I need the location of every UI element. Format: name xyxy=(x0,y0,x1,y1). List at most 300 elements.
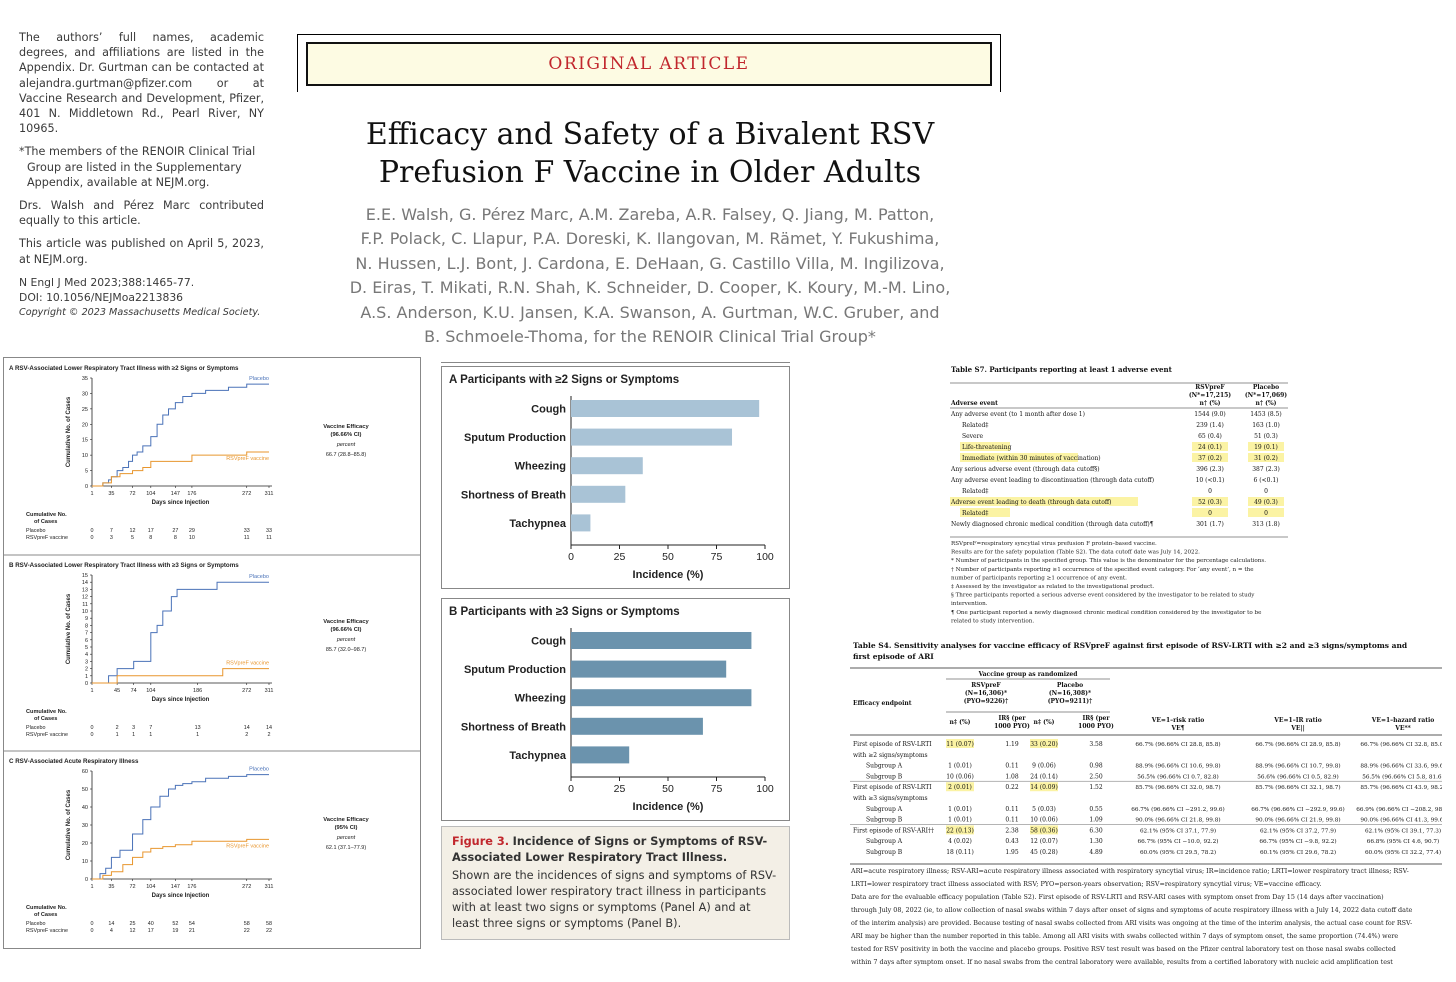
cell: 4.89 xyxy=(1089,849,1103,856)
cell: 1 (0.01) xyxy=(948,762,972,770)
row-vaccine: RSVpreF vaccine xyxy=(26,928,68,934)
ve-cell: 88.9% (96.66% CI 10.6, 99.8) xyxy=(1135,763,1221,770)
placebo-count: 40 xyxy=(147,921,154,927)
x-tick-label: 311 xyxy=(264,491,274,497)
x-tick-label: 100 xyxy=(756,783,774,795)
sub-head: n‡ (%) xyxy=(949,719,971,726)
cases-table-title: of Cases xyxy=(34,716,58,722)
vaccine-count: 11 xyxy=(243,535,250,541)
placebo-count: 54 xyxy=(188,921,195,927)
sub-head: IR§ (per xyxy=(1082,715,1110,722)
x-tick-label: 35 xyxy=(108,884,115,890)
renoir-group-note: *The members of the RENOIR Clinical Trial Group are listed in the Supplementary Appendix, available at NEJM.org. xyxy=(19,145,256,189)
cell: 1 (0.01) xyxy=(948,805,972,813)
x-tick-label: 0 xyxy=(568,783,574,795)
cell: 11 (0.07) xyxy=(946,741,974,748)
x-tick-label: 72 xyxy=(129,884,136,890)
vaccine-count: 19 xyxy=(172,928,179,934)
ve-head: VE** xyxy=(1395,725,1411,732)
ve-cell: 85.7% (96.66% CI 32.0, 98.7) xyxy=(1135,785,1221,792)
table-note: ARI=acute respiratory illness; RSV-ARI=acute respiratory illness associated with respiratory syncytial virus; IR=incidence ratio; LRTI=lower respiratory tract illness; RSV- xyxy=(851,867,1409,875)
cell-placebo: 19 (0.1) xyxy=(1254,444,1278,451)
cell-rsvpref: 0 xyxy=(1208,488,1212,495)
ve-head: VE=1–IR ratio xyxy=(1274,717,1322,724)
ve-cell: 56.5% (96.66% CI 0.7, 82.8) xyxy=(1137,774,1219,781)
vaccine-count: 10 xyxy=(188,535,195,541)
category-label: Shortness of Breath xyxy=(460,721,566,734)
ve-cell: 85.7% (96.66% CI 32.1, 98.7) xyxy=(1255,785,1341,792)
cell: 1.09 xyxy=(1089,816,1103,824)
ve-cell: 66.7% (96.66% CI 28.8, 85.8) xyxy=(1135,742,1221,748)
ve-head: VE¶ xyxy=(1171,725,1185,732)
cell: 1 (0.01) xyxy=(948,816,972,824)
col-head: RSVpreF xyxy=(971,682,1001,689)
vaccine-count: 1 xyxy=(132,732,136,738)
panel-title: C RSV-Associated Acute Respiratory Illness xyxy=(9,758,139,765)
x-tick-label: 0 xyxy=(568,551,574,563)
x-tick-label: 35 xyxy=(108,491,115,497)
cell-rsvpref: 301 (1.7) xyxy=(1196,521,1224,528)
vaccine-count: 8 xyxy=(149,535,153,541)
y-tick-label: 9 xyxy=(84,616,88,623)
table-note: number of participants reporting ≥1 occurrence of any event. xyxy=(951,575,1127,582)
row-placebo: Placebo xyxy=(26,921,46,927)
ve-cell: 66.7% (96.66% CI −291.2, 99.6) xyxy=(1131,806,1225,813)
bar-wheezing xyxy=(571,457,643,474)
y-tick-label: 2 xyxy=(84,666,88,673)
ve-head: VE|| xyxy=(1291,725,1305,732)
cell: 0.11 xyxy=(1005,816,1019,824)
col-head-rsvpref: n† (%) xyxy=(1199,400,1221,407)
vaccine-count: 1 xyxy=(196,732,200,738)
cell: 12 (0.07) xyxy=(1030,838,1058,846)
ve-cell: 90.0% (96.66% CI 21.9, 99.8) xyxy=(1255,817,1341,824)
x-tick-label: 25 xyxy=(613,551,626,563)
table-note: through July 08, 2022 (ie, to allow collection of nasal swabs within 7 days after onset of signs and symptoms of acute respiratory illness with a July 14, 2022 data cutoff date xyxy=(851,906,1413,914)
row-label: Immediate (within 30 minutes of vaccination) xyxy=(962,455,1101,462)
ve-cell: 90.0% (96.66% CI 21.8, 99.8) xyxy=(1135,817,1221,824)
vaccine-count: 8 xyxy=(173,535,177,541)
x-tick-label: 311 xyxy=(264,688,274,694)
table-note: of the interim analysis) are provided. Because testing of nasal swabs collected from ARI visits was ongoing at the time of the interim analysis, the actual case count for RSV- xyxy=(851,919,1413,927)
y-axis-label: Cumulative No. of Cases xyxy=(66,396,72,468)
ve-cell: 88.9% (96.66% CI 10.7, 99.8) xyxy=(1255,763,1341,770)
y-tick-label: 30 xyxy=(81,823,88,829)
x-tick-label: 72 xyxy=(129,491,136,497)
placebo-count: 17 xyxy=(147,528,154,534)
placebo-count: 14 xyxy=(243,725,250,731)
placebo-count: 0 xyxy=(90,725,94,731)
vaccine-count: 2 xyxy=(245,732,249,738)
cell: 9 (0.06) xyxy=(1032,762,1056,770)
cell-rsvpref: 10 (<0.1) xyxy=(1195,477,1225,484)
y-tick-label: 0 xyxy=(84,877,88,883)
bar-tachypnea xyxy=(571,514,590,531)
sub-head: IR§ (per xyxy=(998,715,1026,722)
placebo-label: Placebo xyxy=(249,376,269,383)
x-axis-label: Days since Injection xyxy=(151,500,210,506)
placebo-count: 2 xyxy=(115,725,119,731)
x-tick-label: 104 xyxy=(146,688,156,694)
row-label: Subgroup A xyxy=(866,838,903,846)
placebo-count: 29 xyxy=(188,528,195,534)
col-head: (N=16,306)* xyxy=(964,690,1008,697)
figure-title: Incidence of Signs or Symptoms of RSV-Associated Lower Respiratory Tract Illness. xyxy=(452,835,768,864)
sub-head: 1000 PYO) xyxy=(994,723,1030,730)
y-tick-label: 3 xyxy=(84,659,88,666)
cell: 2.38 xyxy=(1005,827,1019,835)
vaccine-label: RSVpreF vaccine xyxy=(226,660,269,667)
row-label: First episode of RSV-LRTI xyxy=(853,741,932,748)
vaccine-label: RSVpreF vaccine xyxy=(226,456,269,463)
table-note: § Three participants reported a serious adverse event considered by the investigator to be related to study xyxy=(951,592,1255,599)
ve-cell: 60.1% (95% CI 29.6, 78.2) xyxy=(1259,850,1337,856)
x-tick-label: 147 xyxy=(170,884,180,890)
cell: 22 (0.13) xyxy=(946,827,974,835)
cell-rsvpref: 65 (0.4) xyxy=(1198,433,1222,440)
category-label: Wheezing xyxy=(514,692,566,705)
cell: 45 (0.28) xyxy=(1030,849,1058,856)
y-tick-label: 20 xyxy=(81,841,88,847)
table-s7-svg xyxy=(948,362,1288,632)
bar-shortness-of-breath xyxy=(571,486,625,503)
vaccine-label: RSVpreF vaccine xyxy=(226,843,269,850)
doi: DOI: 10.1056/NEJMoa2213836 xyxy=(19,291,184,305)
x-axis-label: Days since Injection xyxy=(151,697,210,703)
placebo-curve xyxy=(92,582,269,683)
vaccine-count: 22 xyxy=(243,928,250,934)
ve-cell: 66.7% (96.66% CI −292.9, 99.6) xyxy=(1251,806,1345,813)
ve-value: 62.1 (37.1–77.9) xyxy=(325,845,367,851)
row-vaccine: RSVpreF vaccine xyxy=(26,732,68,738)
ve-cell: 62.1% (95% CI 39.1, 77.3) xyxy=(1364,828,1442,835)
y-tick-label: 5 xyxy=(84,468,88,475)
category-label: Sputum Production xyxy=(463,664,566,677)
ve-cell: 66.7% (96.66% CI 32.8, 85.0) xyxy=(1360,742,1442,748)
article-info-sidebar xyxy=(19,30,264,328)
y-axis-label: Cumulative No. of Cases xyxy=(66,789,72,861)
placebo-count: 7 xyxy=(149,725,153,731)
row-label: with ≥2 signs/symptoms xyxy=(853,751,928,759)
cell-placebo: 387 (2.3) xyxy=(1252,466,1280,473)
x-tick-label: 104 xyxy=(146,491,156,497)
placebo-count: 14 xyxy=(108,921,115,927)
author-line: N. Hussen, L.J. Bont, J. Cardona, E. DeHaan, G. Castillo Villa, M. Ingilizova, xyxy=(355,253,945,273)
table-s4 xyxy=(848,638,1442,978)
vaccine-count: 11 xyxy=(266,535,272,541)
ve-cell: 60.0% (95% CI 32.2, 77.4) xyxy=(1364,850,1442,856)
category-label: Shortness of Breath xyxy=(460,489,566,502)
x-tick-label: 50 xyxy=(662,783,674,795)
vaccine-count: 21 xyxy=(188,928,195,934)
category-label: Cough xyxy=(531,403,566,416)
row-label: Any adverse event (to 1 month after dose 1) xyxy=(951,411,1085,418)
x-tick-label: 50 xyxy=(662,551,674,563)
row-label: with ≥3 signs/symptoms xyxy=(853,795,928,802)
y-tick-label: 10 xyxy=(81,859,88,865)
author-line: D. Eiras, T. Mikati, R.N. Shah, K. Schneider, D. Cooper, K. Koury, M.-M. Lino, xyxy=(349,278,951,298)
category-label: Wheezing xyxy=(514,460,566,473)
table-s7 xyxy=(948,362,1288,632)
cell: 3.58 xyxy=(1089,741,1103,748)
vaccine-count: 1 xyxy=(149,732,153,738)
y-tick-label: 0 xyxy=(84,484,88,490)
placebo-curve xyxy=(92,384,269,486)
col-head: (PYO=9211)† xyxy=(1047,698,1093,705)
author-line: E.E. Walsh, G. Pérez Marc, A.M. Zareba, A.R. Falsey, Q. Jiang, M. Patton, xyxy=(365,205,935,224)
incidence-bar-charts xyxy=(441,362,790,832)
chart-title: A Participants with ≥2 Signs or Symptoms xyxy=(449,374,680,386)
article-title xyxy=(300,116,1000,192)
chart-title: B Participants with ≥3 Signs or Symptoms xyxy=(449,606,680,618)
y-tick-label: 13 xyxy=(81,587,88,594)
title-line-1: Efficacy and Safety of a Bivalent RSV xyxy=(365,117,935,152)
table-note: ARI may be higher than the number reported in this table. Among all ARI visits with swabs collected within 7 days of symptom onset, the same proportion (74.4%) were xyxy=(851,932,1399,940)
cell: 1.19 xyxy=(1005,741,1019,748)
cell-rsvpref: 1544 (9.0) xyxy=(1194,411,1226,418)
x-tick-label: 311 xyxy=(264,884,274,890)
x-tick-label: 176 xyxy=(187,491,197,497)
bar-wheezing xyxy=(571,689,751,706)
ve-cell: 60.0% (95% CI 29.5, 78.2) xyxy=(1139,850,1217,856)
cell-placebo: 0 xyxy=(1264,488,1268,495)
ve-cell: 88.9% (96.66% CI 33.6, 99.6) xyxy=(1360,763,1442,770)
vaccine-count: 1 xyxy=(115,732,119,738)
x-tick-label: 272 xyxy=(242,884,252,890)
row-label: Severe xyxy=(962,433,984,440)
ve-ci-type: (96.66% CI) xyxy=(330,627,362,633)
table-note: ‡ Assessed by the investigator as related to the investigational product. xyxy=(951,584,1155,590)
table-note: intervention. xyxy=(951,601,988,608)
cell: 6.30 xyxy=(1089,827,1103,835)
title-line-2: Prefusion F Vaccine in Older Adults xyxy=(378,155,922,190)
vaccine-count: 4 xyxy=(109,928,113,934)
group-head: Vaccine group as randomized xyxy=(978,671,1078,678)
cell-rsvpref: 0 xyxy=(1208,510,1212,517)
cell: 2 (0.01) xyxy=(948,784,972,792)
placebo-count: 25 xyxy=(129,921,136,927)
y-tick-label: 14 xyxy=(81,580,88,587)
vaccine-count: 2 xyxy=(267,732,271,738)
x-tick-label: 74 xyxy=(130,688,137,694)
cell: 2.50 xyxy=(1089,773,1103,781)
vaccine-count: 22 xyxy=(266,928,272,934)
table-title: first episode of ARI xyxy=(853,652,934,661)
x-tick-label: 104 xyxy=(146,884,156,890)
cases-table-title: Cumulative No. xyxy=(26,709,67,715)
x-tick-label: 1 xyxy=(90,884,94,890)
ve-cell: 66.7% (95% CI −9.8, 92.2) xyxy=(1259,839,1337,846)
x-tick-label: 272 xyxy=(242,688,252,694)
endpoint-head: Efficacy endpoint xyxy=(853,700,912,707)
bar-sputum-production xyxy=(571,429,732,446)
row-label: Any adverse event leading to discontinuation (through data cutoff) xyxy=(951,477,1155,484)
copyright: Copyright © 2023 Massachusetts Medical Society. xyxy=(19,307,261,319)
ve-cell: 56.5% (96.66% CI 5.8, 81.6) xyxy=(1362,774,1442,781)
row-head: Adverse event xyxy=(951,400,998,407)
table-note: ¶ One participant reported a newly diagnosed chronic medical condition considered by the investigator to be xyxy=(951,609,1262,616)
ve-cell: 90.0% (96.66% CI 41.3, 99.6) xyxy=(1360,817,1442,824)
x-tick-label: 75 xyxy=(710,551,723,563)
placebo-count: 0 xyxy=(90,921,94,927)
km-curves-svg xyxy=(4,358,420,948)
row-label: Subgroup B xyxy=(866,816,903,824)
ve-value: 85.7 (32.0–98.7) xyxy=(325,647,367,653)
placebo-curve xyxy=(92,775,269,879)
table-note: † Number of participants reporting ≥1 occurrence of the specified event category. For ‘any event’, n = the xyxy=(951,566,1254,573)
placebo-count: 13 xyxy=(194,725,201,731)
ve-cell: 66.7% (96.66% CI 28.9, 85.8) xyxy=(1255,742,1341,748)
cell: 0.43 xyxy=(1005,838,1019,846)
cell: 1.95 xyxy=(1005,849,1019,856)
vaccine-curve xyxy=(92,669,269,683)
col-head-rsvpref: (N*=17,215) xyxy=(1188,392,1232,399)
placebo-count: 33 xyxy=(243,528,250,534)
placebo-count: 52 xyxy=(172,921,179,927)
y-tick-label: 20 xyxy=(81,422,88,429)
row-label: First episode of RSV-ARI†† xyxy=(853,827,935,835)
table-note: LRTI=lower respiratory tract illness associated with RSV; PYO=person-years observation; RSV=respiratory syncytial virus; VE=vaccine efficacy. xyxy=(851,880,1322,888)
cell-placebo: 1453 (8.5) xyxy=(1250,411,1282,418)
y-tick-label: 10 xyxy=(81,609,88,615)
y-axis-label: Cumulative No. of Cases xyxy=(66,593,72,665)
x-tick-label: 1 xyxy=(90,491,94,497)
row-placebo: Placebo xyxy=(26,528,46,534)
ve-title: Vaccine Efficacy xyxy=(323,619,369,625)
row-label: Life-threatening xyxy=(962,444,1012,451)
figure-caption-text: Shown are the incidences of signs and symptoms of RSV-associated lower respiratory tract illness in participants with at least two signs or symptoms (Panel A) and at least three signs or symptoms (Panel B). xyxy=(452,869,777,930)
ve-percent: percent xyxy=(336,442,356,448)
cell: 4 (0.02) xyxy=(948,838,972,846)
placebo-count: 12 xyxy=(129,528,136,534)
ve-title: Vaccine Efficacy xyxy=(323,817,369,823)
placebo-count: 3 xyxy=(132,725,136,731)
table-note: RSVpreF=respiratory syncytial virus prefusion F protein–based vaccine. xyxy=(951,541,1157,547)
y-tick-label: 11 xyxy=(82,601,88,608)
cell-rsvpref: 239 (1.4) xyxy=(1196,422,1224,429)
row-label: Related‡ xyxy=(962,422,989,429)
panel-title: B RSV-Associated Lower Respiratory Tract Illness with ≥3 Signs or Symptoms xyxy=(9,562,239,569)
cell: 0.55 xyxy=(1089,805,1103,813)
y-tick-label: 1 xyxy=(84,673,88,680)
y-tick-label: 10 xyxy=(81,453,88,460)
citation: N Engl J Med 2023;388:1465-77. xyxy=(19,275,195,289)
ve-cell: 56.6% (96.66% CI 0.5, 82.9) xyxy=(1257,774,1339,781)
y-tick-label: 15 xyxy=(81,573,88,579)
row-label: Any serious adverse event (through data cutoff§) xyxy=(951,466,1100,473)
row-label: Subgroup B xyxy=(866,773,903,781)
vaccine-count: 0 xyxy=(90,928,94,934)
y-tick-label: 60 xyxy=(81,769,88,775)
cell: 10 (0.06) xyxy=(1030,816,1058,824)
placebo-count: 7 xyxy=(109,528,113,534)
ve-head: VE=1–hazard ratio xyxy=(1371,717,1435,724)
y-tick-label: 6 xyxy=(84,637,88,644)
row-label: Related‡ xyxy=(962,488,989,495)
y-tick-label: 8 xyxy=(84,623,88,630)
bar-cough xyxy=(571,400,759,417)
row-vaccine: RSVpreF vaccine xyxy=(26,535,68,541)
x-tick-label: 147 xyxy=(170,491,180,497)
placebo-count: 58 xyxy=(266,921,272,927)
row-label: Subgroup B xyxy=(866,849,903,856)
bar-tachypnea xyxy=(571,746,629,763)
article-type-banner: ORIGINAL ARTICLE xyxy=(306,42,992,86)
y-tick-label: 30 xyxy=(81,391,88,398)
cell-placebo: 313 (1.8) xyxy=(1252,521,1280,528)
y-tick-label: 50 xyxy=(81,787,88,793)
col-head-placebo: n† (%) xyxy=(1255,400,1277,407)
category-label: Cough xyxy=(531,635,566,648)
x-axis-label: Incidence (%) xyxy=(632,801,704,813)
cell: 14 (0.09) xyxy=(1030,784,1058,792)
row-label: First episode of RSV-LRTI xyxy=(853,784,932,792)
y-tick-label: 40 xyxy=(81,805,88,811)
vaccine-count: 0 xyxy=(90,535,94,541)
cell: 0.22 xyxy=(1005,784,1019,792)
author-list xyxy=(305,203,995,349)
equal-contribution-note: Drs. Walsh and Pérez Marc contributed equally to this article. xyxy=(19,199,264,228)
cell: 0.98 xyxy=(1089,762,1103,770)
vaccine-count: 3 xyxy=(109,535,113,541)
bar-cough xyxy=(571,632,751,649)
placebo-count: 27 xyxy=(172,528,179,534)
cell: 0.11 xyxy=(1005,762,1019,770)
cell-placebo: 49 (0.3) xyxy=(1254,499,1278,506)
placebo-label: Placebo xyxy=(249,766,269,773)
cell: 1.30 xyxy=(1089,838,1103,846)
cell-placebo: 51 (0.3) xyxy=(1254,433,1278,440)
placebo-count: 0 xyxy=(90,528,94,534)
row-label: Subgroup A xyxy=(866,762,903,770)
table-note: tested for RSV positivity in both the vaccine and placebo groups. Positive RSV test result was based on the Pfizer central laboratory test on those nasal swabs collected xyxy=(851,945,1396,953)
km-curve-figure xyxy=(3,357,421,949)
cell-rsvpref: 24 (0.1) xyxy=(1198,444,1222,451)
vaccine-count: 0 xyxy=(90,732,94,738)
cell-rsvpref: 37 (0.2) xyxy=(1198,455,1222,462)
x-tick-label: 75 xyxy=(710,783,723,795)
cases-table-title: of Cases xyxy=(34,912,58,918)
vaccine-count: 12 xyxy=(129,928,136,934)
col-head-placebo: (N*=17,069) xyxy=(1244,392,1288,399)
y-tick-label: 0 xyxy=(84,681,88,687)
col-head: (N=16,308)* xyxy=(1048,690,1092,697)
x-axis-label: Days since Injection xyxy=(151,893,210,899)
ve-head: VE=1–risk ratio xyxy=(1151,717,1205,724)
figure-3-caption xyxy=(441,826,790,940)
cell: 5 (0.03) xyxy=(1032,805,1056,813)
row-placebo: Placebo xyxy=(26,725,46,731)
cases-table-title: of Cases xyxy=(34,519,58,525)
cases-table-title: Cumulative No. xyxy=(26,905,67,911)
col-head-rsvpref: RSVpreF xyxy=(1195,384,1225,391)
y-tick-label: 35 xyxy=(81,376,88,382)
col-head: Placebo xyxy=(1056,682,1084,689)
ve-cell: 62.1% (95% CI 37.2, 77.9) xyxy=(1259,828,1337,835)
row-label: Related‡ xyxy=(962,510,989,517)
author-line: A.S. Anderson, K.U. Jansen, K.A. Swanson, A. Gurtman, W.C. Gruber, and xyxy=(360,302,940,322)
row-label: Subgroup A xyxy=(866,805,903,813)
table-note: * Number of participants in the specified group. This value is the denominator for the percentage calculations. xyxy=(951,558,1267,565)
table-note: within 7 days after symptom onset. If no nasal swabs from the central laboratory were available, results from a certified laboratory with nucleic acid amplification test xyxy=(851,958,1393,966)
x-axis-label: Incidence (%) xyxy=(632,569,704,581)
ve-cell: 66.7% (95% CI −10.0, 92.2) xyxy=(1137,839,1219,846)
x-tick-label: 25 xyxy=(613,783,626,795)
placebo-count: 14 xyxy=(266,725,272,731)
table-title: Table S4. Sensitivity analyses for vaccine efficacy of RSVpreF against first episode of RSV-LRTI with ≥2 and ≥3 signs/symptoms and xyxy=(853,641,1408,650)
sub-head: n‡ (%) xyxy=(1033,719,1055,726)
y-tick-label: 7 xyxy=(84,630,88,637)
